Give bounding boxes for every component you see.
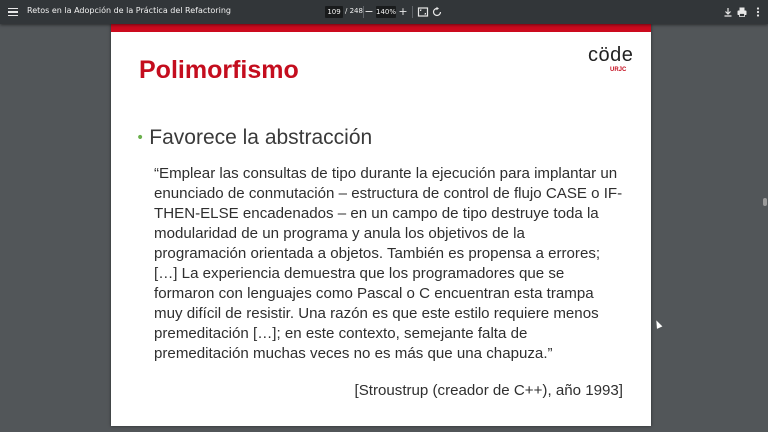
more-icon[interactable] xyxy=(752,6,764,18)
quote-line: premeditación […]; en este contexto, semejante falta de xyxy=(154,325,528,342)
bullet-dot-icon: • xyxy=(136,130,145,146)
quote-block xyxy=(154,164,629,364)
slide-page xyxy=(111,24,651,426)
page-number-input[interactable]: 109 xyxy=(325,6,343,18)
quote-line: formaron con lenguajes como Pascal o C encuentran esta trampa xyxy=(154,285,594,302)
scrollbar[interactable] xyxy=(762,24,768,432)
bullet-text: Favorece la abstracción xyxy=(149,126,373,149)
document-title: Retos en la Adopción de la Práctica del Refactoring xyxy=(27,6,231,15)
zoom-out-button[interactable]: − xyxy=(364,5,374,18)
viewer-toolbar xyxy=(0,0,768,24)
quote-line: enunciado de conmutación – estructura de control de flujo CASE o IF- xyxy=(154,185,623,202)
quote-line: muy difícil de resistir. Una razón es que este estilo requiere menos xyxy=(154,305,599,322)
quote-line: programación orientada a objetos. También es propensa a errores; xyxy=(154,245,601,262)
slide-accent-bar xyxy=(111,24,651,32)
mouse-cursor-icon xyxy=(654,319,663,329)
quote-line: premeditación muchas veces no es más que una chapuza.” xyxy=(154,345,553,362)
rotate-icon[interactable] xyxy=(431,6,443,18)
quote-line: modularidad de un programa y anula los objetivos de la xyxy=(154,225,525,242)
code-urjc-logo xyxy=(588,44,638,76)
quote-line: […] La experiencia demuestra que los programadores que se xyxy=(154,265,565,282)
quote-line: “Emplear las consultas de tipo durante la ejecución para implantar un xyxy=(154,165,618,182)
quote-citation: [Stroustrup (creador de C++), año 1993] xyxy=(354,382,623,399)
print-icon[interactable] xyxy=(736,6,748,18)
page-total: / 248 xyxy=(345,7,363,15)
fit-page-icon[interactable] xyxy=(417,6,429,18)
scrollbar-thumb[interactable] xyxy=(763,198,767,206)
menu-icon[interactable] xyxy=(6,5,20,19)
zoom-in-button[interactable]: + xyxy=(398,5,408,18)
logo-word: cöde xyxy=(588,44,634,66)
quote-line: THEN-ELSE encadenados – en un campo de tipo destruye toda la xyxy=(154,205,599,222)
slide-title: Polimorfismo xyxy=(139,56,299,84)
bullet-heading xyxy=(136,126,372,150)
logo-sub: URJC xyxy=(610,67,627,73)
zoom-level-input[interactable]: 140% xyxy=(376,8,397,16)
download-icon[interactable] xyxy=(722,6,734,18)
toolbar-divider xyxy=(412,6,413,18)
